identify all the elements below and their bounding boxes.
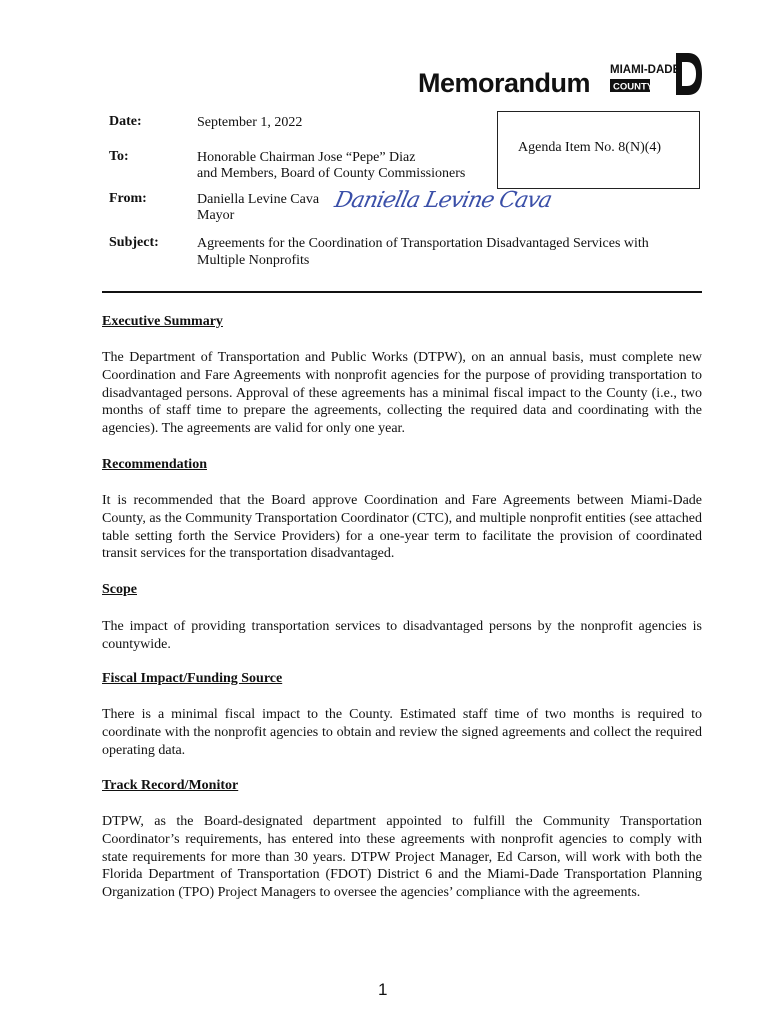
subject-line1: Agreements for the Coordination of Transportation Disadvantaged Services with: [197, 236, 649, 251]
from-label: From:: [109, 191, 147, 206]
mayor-signature: Daniella Levine Cava: [332, 188, 554, 213]
date-label: Date:: [109, 114, 142, 129]
page-number: 1: [378, 980, 388, 999]
subject-label: Subject:: [109, 235, 159, 250]
date-value: September 1, 2022: [197, 115, 303, 130]
miami-dade-county-logo: [610, 52, 702, 96]
header-divider: [102, 291, 702, 293]
recommendation-heading: Recommendation: [102, 457, 207, 472]
memo-title: Memorandum: [418, 68, 591, 98]
fiscal-impact-heading: Fiscal Impact/Funding Source: [102, 671, 283, 686]
agenda-item-box: [497, 111, 700, 189]
subject-line2: Multiple Nonprofits: [197, 253, 310, 268]
track-record-heading: Track Record/Monitor: [102, 778, 239, 793]
svg-text:COUNTY: COUNTY: [613, 81, 654, 93]
from-title: Mayor: [197, 208, 235, 223]
recommendation-text: It is recommended that the Board approve Coordination and Fare Agreements between Miami-Dade County, as the Community Transportation Coordinator (CTC), and multiple nonprofit entities (see attached table setting forth the Service Providers) for a one-year term to facilitate the provision of coordinated transit services for the transportation disadvantaged.: [102, 493, 702, 562]
to-line1: Honorable Chairman Jose “Pepe” Diaz: [197, 150, 416, 165]
agenda-item-number: Agenda Item No. 8(N)(4): [518, 140, 662, 155]
scope-text: The impact of providing transportation services to disadvantaged persons by the nonprofit agencies is countywide.: [102, 619, 702, 652]
executive-summary-heading: Executive Summary: [102, 314, 223, 329]
to-label: To:: [109, 149, 129, 164]
fiscal-impact-text: There is a minimal fiscal impact to the County. Estimated staff time of two months is required to coordinate with the nonprofit agencies to obtain and review the signed agreements and collect the required operating data.: [102, 707, 702, 758]
scope-heading: Scope: [102, 582, 137, 597]
track-record-text: DTPW, as the Board-designated department appointed to fulfill the Community Transportation Coordinator’s requirements, has entered into these agreements with nonprofit agencies to comply with state requirements for more than 30 years. DTPW Project Manager, Ed Carson, will work with both the Florida Department of Transportation (FDOT) District 6 and the Miami-Dade Transportation Planning Organization (TPO) Project Managers to oversee the agencies’ compliance with the agreements.: [102, 814, 702, 901]
svg-text:MIAMI-DADE: MIAMI-DADE: [610, 64, 681, 76]
executive-summary-text: The Department of Transportation and Public Works (DTPW), on an annual basis, must complete new Coordination and Fare Agreements with nonprofit agencies for the purpose of providing transportation to disadvantaged persons. Approval of these agreements has a minimal fiscal impact to the County (i.e., two months of staff time to prepare the agreements, collecting the required data and coordinating with the agencies). The agreements are valid for only one year.: [102, 350, 702, 437]
to-line2: and Members, Board of County Commissioners: [197, 166, 466, 181]
from-name: Daniella Levine Cava: [197, 192, 320, 207]
